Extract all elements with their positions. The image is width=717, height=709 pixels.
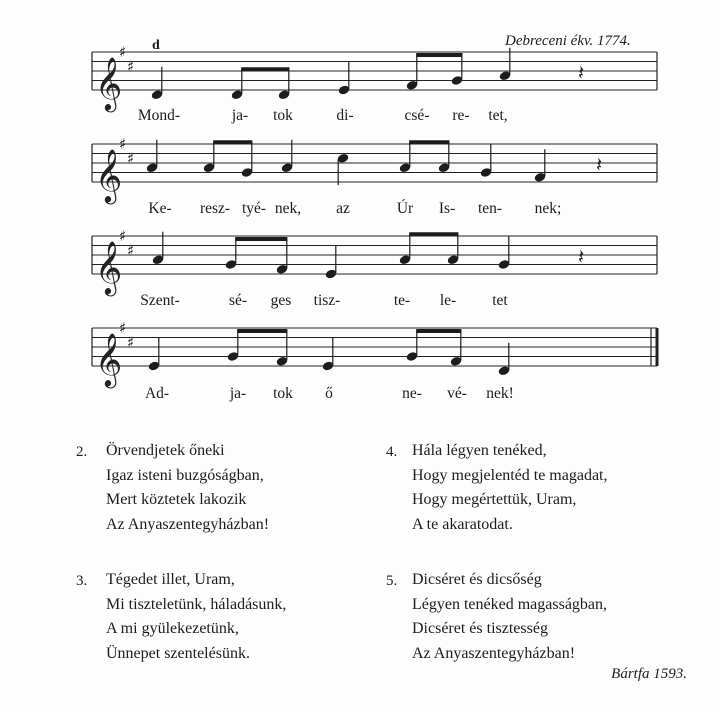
treble-clef-icon: 𝄞 <box>95 56 123 110</box>
lyric-syllable: nek, <box>274 200 302 217</box>
verse-line: Mi tiszteletünk, háladásunk, <box>106 595 287 613</box>
verse-line: Igaz isteni buzgóságban, <box>106 466 264 484</box>
lyric-syllable: ges <box>270 292 292 309</box>
lyric-syllable: re- <box>452 107 470 124</box>
note-beam <box>213 140 252 144</box>
lyrics-line <box>0 385 717 407</box>
verse-line: Hogy megjelentéd te magadat, <box>412 466 608 484</box>
note-beam <box>409 140 449 144</box>
sharp-icon: ♯ <box>127 241 135 260</box>
sharp-icon: ♯ <box>119 227 127 245</box>
verse-line: Dicséret és dicsőség <box>412 571 542 588</box>
note-beam <box>241 67 289 71</box>
verse-line: Az Anyaszentegyházban! <box>412 644 576 662</box>
lyric-syllable: Szent- <box>140 292 180 309</box>
quarter-rest-icon: 𝄽 <box>578 244 585 269</box>
verse-line: Hála légyen tenéked, <box>412 442 547 459</box>
verse-number: 3. <box>76 573 88 589</box>
treble-clef-icon: 𝄞 <box>95 240 123 294</box>
lyric-syllable: tok <box>273 107 293 124</box>
verse-line: Az Anyaszentegyházban! <box>106 515 270 533</box>
footer-credit: Bártfa 1593. <box>611 666 687 682</box>
treble-clef-icon: 𝄞 <box>95 332 123 386</box>
lyric-syllable: tok <box>273 385 293 402</box>
lyric-syllable: vé- <box>447 385 467 402</box>
quarter-rest-icon: 𝄽 <box>596 152 603 177</box>
verse-text <box>412 568 607 666</box>
verse-line: Dicséret és tisztesség <box>412 620 548 637</box>
lyrics-line <box>0 292 717 314</box>
lyric-syllable: tisz- <box>313 292 341 309</box>
quarter-rest-icon: 𝄽 <box>578 60 585 85</box>
sharp-icon: ♯ <box>127 57 135 76</box>
source-attribution: Debreceni ékv. 1774. <box>505 33 631 49</box>
lyric-syllable: di- <box>336 107 354 124</box>
verse-number: 2. <box>76 444 88 460</box>
verse-line: Légyen tenéked magasságban, <box>412 595 608 613</box>
section-marker: d <box>152 38 160 53</box>
lyric-syllable: ja- <box>229 385 247 402</box>
note-beam <box>416 329 461 333</box>
verse-text <box>412 439 607 537</box>
lyric-syllable: ne- <box>402 385 422 402</box>
sharp-icon: ♯ <box>119 43 127 61</box>
lyric-syllable: ja- <box>231 107 249 124</box>
lyric-syllable: sé- <box>228 292 248 309</box>
verse-line: Örvendjetek őneki <box>106 442 225 459</box>
sharp-icon: ♯ <box>127 149 135 168</box>
lyric-syllable: csé- <box>404 107 430 124</box>
lyric-syllable: ő <box>325 385 333 402</box>
lyric-syllable: Is- <box>438 200 456 217</box>
lyric-syllable: ten- <box>477 200 503 217</box>
treble-clef-icon: 𝄞 <box>95 148 123 202</box>
lyrics-line <box>0 107 717 129</box>
verse-number: 4. <box>386 444 398 460</box>
lyric-syllable: Úr <box>396 200 414 217</box>
lyric-syllable: nek; <box>534 200 562 217</box>
note-beam <box>235 237 287 241</box>
lyric-syllable: resz- <box>199 200 231 217</box>
note-beam <box>409 232 458 236</box>
note-beam <box>416 53 462 57</box>
lyrics-line <box>0 200 717 222</box>
verse-line: Tégedet illet, Uram, <box>106 571 235 588</box>
lyric-syllable: le- <box>439 292 457 309</box>
lyric-syllable: Ad- <box>144 385 170 402</box>
verse-text <box>106 568 286 666</box>
verse-text <box>106 439 269 537</box>
verse-line: A te akaratodat. <box>412 515 513 533</box>
lyric-syllable: tet <box>492 292 508 309</box>
note-beam <box>237 329 287 333</box>
lyric-syllable: tet, <box>488 107 508 124</box>
lyric-syllable: te- <box>393 292 411 309</box>
lyric-syllable: nek! <box>486 385 514 402</box>
verse-line: A mi gyülekezetünk, <box>106 620 239 637</box>
verse-line: Ünnepet szentelésünk. <box>106 644 250 662</box>
lyric-syllable: tyé- <box>241 200 267 217</box>
sharp-icon: ♯ <box>119 319 127 337</box>
lyric-syllable: az <box>336 200 350 217</box>
lyric-syllable: Ke- <box>148 200 172 217</box>
verse-number: 5. <box>386 573 398 589</box>
verse-line: Mert köztetek lakozik <box>106 491 247 508</box>
verse-line: Hogy megértettük, Uram, <box>412 491 577 508</box>
sharp-icon: ♯ <box>119 135 127 153</box>
sharp-icon: ♯ <box>127 333 135 352</box>
lyric-syllable: Mond- <box>137 107 181 124</box>
